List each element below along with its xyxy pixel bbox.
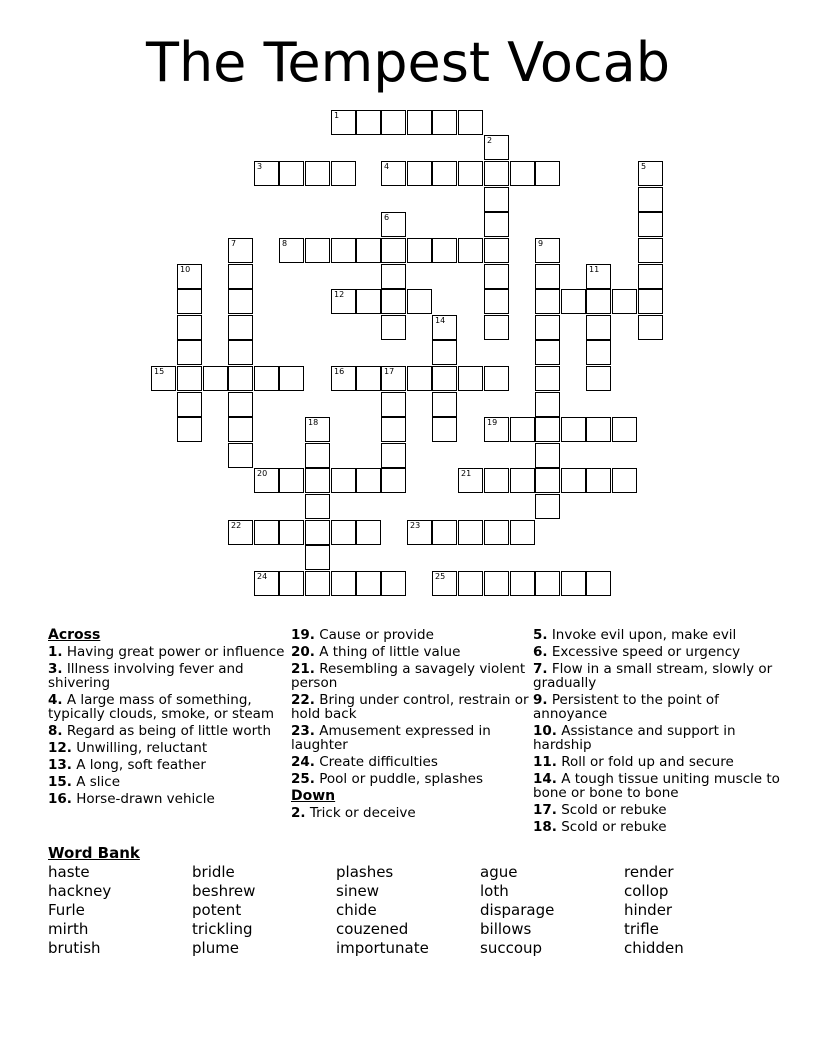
crossword-cell[interactable] xyxy=(305,545,330,570)
crossword-cell[interactable] xyxy=(381,161,406,186)
clue-item xyxy=(533,755,783,769)
cell-number: 20 xyxy=(257,469,268,478)
cell-number: 11 xyxy=(589,265,600,274)
clue-number: 20. xyxy=(291,644,315,660)
crossword-cell[interactable] xyxy=(535,340,560,365)
cell-number: 15 xyxy=(154,367,165,376)
clue-item xyxy=(48,662,298,690)
clue-item xyxy=(48,724,298,738)
clue-number: 7. xyxy=(533,661,548,677)
crossword-cell[interactable] xyxy=(407,520,432,545)
word-bank-word: plume xyxy=(192,939,240,957)
crossword-cell[interactable] xyxy=(458,110,483,135)
clue-text: Resembling a savagely violent person xyxy=(291,661,526,691)
crossword-cell[interactable] xyxy=(535,366,560,391)
clue-item xyxy=(291,693,541,721)
cell-number: 24 xyxy=(257,572,268,581)
word-bank-word: trifle xyxy=(624,920,659,938)
cell-number: 17 xyxy=(384,367,395,376)
cell-number: 22 xyxy=(231,521,242,530)
crossword-cell[interactable] xyxy=(432,238,457,263)
crossword-cell[interactable] xyxy=(228,443,253,468)
crossword-cell[interactable] xyxy=(305,417,330,442)
clue-number: 4. xyxy=(48,692,63,708)
crossword-cell[interactable] xyxy=(228,392,253,417)
page-title: The Tempest Vocab xyxy=(145,31,671,94)
crossword-cell[interactable] xyxy=(381,315,406,340)
crossword-cell[interactable] xyxy=(432,520,457,545)
clue-text: Regard as being of little worth xyxy=(66,723,272,739)
clue-number: 11. xyxy=(533,754,557,770)
crossword-cell[interactable] xyxy=(356,238,381,263)
crossword-cell[interactable] xyxy=(407,366,432,391)
clue-column xyxy=(48,628,298,809)
crossword-cell[interactable] xyxy=(356,520,381,545)
clue-item xyxy=(48,693,298,721)
clue-item xyxy=(291,645,541,659)
word-bank-word: collop xyxy=(624,882,669,900)
crossword-cell[interactable] xyxy=(279,520,304,545)
crossword-cell[interactable] xyxy=(484,187,509,212)
cell-number: 10 xyxy=(180,265,191,274)
cell-number: 2 xyxy=(487,136,493,145)
cell-number: 7 xyxy=(231,239,237,248)
cell-number: 3 xyxy=(257,162,263,171)
clue-item xyxy=(48,792,298,806)
clue-number: 25. xyxy=(291,771,315,787)
crossword-cell[interactable] xyxy=(228,315,253,340)
crossword-cell[interactable] xyxy=(535,289,560,314)
crossword-cell[interactable] xyxy=(535,443,560,468)
clue-text: Illness involving fever and shivering xyxy=(48,661,244,691)
word-bank-column xyxy=(336,863,476,958)
crossword-cell[interactable] xyxy=(356,366,381,391)
crossword-cell[interactable] xyxy=(331,110,356,135)
crossword-cell[interactable] xyxy=(535,264,560,289)
crossword-cell[interactable] xyxy=(586,366,611,391)
word-bank-column xyxy=(624,863,764,958)
clue-number: 16. xyxy=(48,791,72,807)
crossword-cell[interactable] xyxy=(458,238,483,263)
clue-text: Invoke evil upon, make evil xyxy=(551,627,737,643)
clue-item xyxy=(291,662,541,690)
crossword-cell[interactable] xyxy=(535,161,560,186)
crossword-cell[interactable] xyxy=(381,443,406,468)
crossword-cell[interactable] xyxy=(432,161,457,186)
clue-number: 8. xyxy=(48,723,63,739)
crossword-cell[interactable] xyxy=(638,264,663,289)
clue-text: Persistent to the point of annoyance xyxy=(533,692,719,722)
crossword-cell[interactable] xyxy=(484,289,509,314)
clue-number: 14. xyxy=(533,771,557,787)
clue-number: 10. xyxy=(533,723,557,739)
word-bank-column xyxy=(480,863,620,958)
clue-number: 5. xyxy=(533,627,548,643)
crossword-cell[interactable] xyxy=(458,571,483,596)
crossword-cell[interactable] xyxy=(561,571,586,596)
crossword-cell[interactable] xyxy=(228,520,253,545)
crossword-cell[interactable] xyxy=(432,571,457,596)
clue-number: 3. xyxy=(48,661,63,677)
clue-item xyxy=(48,741,298,755)
crossword-cell[interactable] xyxy=(356,468,381,493)
cell-number: 18 xyxy=(308,418,319,427)
crossword-cell[interactable] xyxy=(535,417,560,442)
crossword-cell[interactable] xyxy=(381,468,406,493)
crossword-cell[interactable] xyxy=(458,366,483,391)
crossword-cell[interactable] xyxy=(561,289,586,314)
crossword-cell[interactable] xyxy=(586,340,611,365)
word-bank-word: haste xyxy=(48,863,90,881)
crossword-cell[interactable] xyxy=(586,417,611,442)
crossword-cell[interactable] xyxy=(228,340,253,365)
word-bank-word: importunate xyxy=(336,939,429,957)
crossword-cell[interactable] xyxy=(381,238,406,263)
crossword-cell[interactable] xyxy=(151,366,176,391)
clue-text: Scold or rebuke xyxy=(561,802,667,818)
cell-number: 12 xyxy=(334,290,345,299)
crossword-cell[interactable] xyxy=(484,135,509,160)
clue-number: 1. xyxy=(48,644,63,660)
crossword-cell[interactable] xyxy=(279,571,304,596)
clue-text: A tough tissue uniting muscle to bone or bone to bone xyxy=(533,771,780,801)
crossword-cell[interactable] xyxy=(407,289,432,314)
clue-text: Horse-drawn vehicle xyxy=(76,791,215,807)
crossword-cell[interactable] xyxy=(407,161,432,186)
clue-item xyxy=(533,803,783,817)
clue-number: 12. xyxy=(48,740,72,756)
clue-text: Flow in a small stream, slowly or gradually xyxy=(533,661,773,691)
clue-number: 23. xyxy=(291,723,315,739)
word-bank-word: trickling xyxy=(192,920,253,938)
clue-number: 17. xyxy=(533,802,557,818)
crossword-cell[interactable] xyxy=(381,264,406,289)
crossword-cell[interactable] xyxy=(458,161,483,186)
crossword-cell[interactable] xyxy=(305,494,330,519)
crossword-cell[interactable] xyxy=(484,264,509,289)
crossword-cell[interactable] xyxy=(356,571,381,596)
crossword-cell[interactable] xyxy=(381,289,406,314)
clue-item xyxy=(533,693,783,721)
crossword-cell[interactable] xyxy=(228,264,253,289)
cell-number: 16 xyxy=(334,367,345,376)
crossword-cell[interactable] xyxy=(510,161,535,186)
word-bank-word: bridle xyxy=(192,863,235,881)
clue-section-heading: Down xyxy=(291,788,336,804)
clue-number: 13. xyxy=(48,757,72,773)
clue-number: 22. xyxy=(291,692,315,708)
cell-number: 8 xyxy=(282,239,288,248)
cell-number: 14 xyxy=(435,316,446,325)
crossword-cell[interactable] xyxy=(305,468,330,493)
cell-number: 23 xyxy=(410,521,421,530)
clue-item xyxy=(48,645,298,659)
clue-number: 6. xyxy=(533,644,548,660)
clue-column xyxy=(291,628,541,823)
crossword-cell[interactable] xyxy=(177,289,202,314)
crossword-cell[interactable] xyxy=(407,238,432,263)
clue-number: 24. xyxy=(291,754,315,770)
clue-item xyxy=(291,772,541,786)
crossword-cell[interactable] xyxy=(228,366,253,391)
word-bank-word: sinew xyxy=(336,882,379,900)
cell-number: 9 xyxy=(538,239,544,248)
word-bank-word: disparage xyxy=(480,901,555,919)
clue-item xyxy=(48,775,298,789)
cell-number: 5 xyxy=(641,162,647,171)
crossword-cell[interactable] xyxy=(586,468,611,493)
clue-text: Scold or rebuke xyxy=(561,819,667,835)
crossword-cell[interactable] xyxy=(510,417,535,442)
crossword-cell[interactable] xyxy=(254,468,279,493)
crossword-cell[interactable] xyxy=(484,571,509,596)
crossword-cell[interactable] xyxy=(305,238,330,263)
crossword-cell[interactable] xyxy=(228,289,253,314)
clue-item xyxy=(533,724,783,752)
crossword-cell[interactable] xyxy=(305,443,330,468)
crossword-cell[interactable] xyxy=(177,264,202,289)
crossword-cell[interactable] xyxy=(484,366,509,391)
crossword-cell[interactable] xyxy=(586,289,611,314)
crossword-cell[interactable] xyxy=(381,212,406,237)
clue-number: 21. xyxy=(291,661,315,677)
crossword-cell[interactable] xyxy=(305,571,330,596)
cell-number: 25 xyxy=(435,572,446,581)
clue-text: Roll or fold up and secure xyxy=(561,754,734,770)
crossword-cell[interactable] xyxy=(432,340,457,365)
crossword-cell[interactable] xyxy=(254,520,279,545)
crossword-cell[interactable] xyxy=(586,264,611,289)
crossword-cell[interactable] xyxy=(407,110,432,135)
crossword-cell[interactable] xyxy=(331,161,356,186)
word-bank-word: plashes xyxy=(336,863,394,881)
crossword-cell[interactable] xyxy=(381,392,406,417)
crossword-cell[interactable] xyxy=(177,392,202,417)
crossword-cell[interactable] xyxy=(228,238,253,263)
word-bank-word: succoup xyxy=(480,939,543,957)
word-bank-word: chide xyxy=(336,901,377,919)
crossword-cell[interactable] xyxy=(331,571,356,596)
clue-column xyxy=(533,628,783,837)
clue-number: 9. xyxy=(533,692,548,708)
word-bank-word: render xyxy=(624,863,674,881)
clue-text: Cause or provide xyxy=(319,627,434,643)
crossword-cell[interactable] xyxy=(510,520,535,545)
crossword-cell[interactable] xyxy=(331,366,356,391)
clue-number: 15. xyxy=(48,774,72,790)
cell-number: 21 xyxy=(461,469,472,478)
crossword-cell[interactable] xyxy=(381,366,406,391)
crossword-cell[interactable] xyxy=(535,468,560,493)
crossword-cell[interactable] xyxy=(586,315,611,340)
word-bank-word: billows xyxy=(480,920,532,938)
crossword-cell[interactable] xyxy=(203,366,228,391)
crossword-cell[interactable] xyxy=(561,468,586,493)
crossword-cell[interactable] xyxy=(535,571,560,596)
crossword-cell[interactable] xyxy=(612,417,637,442)
crossword-cell[interactable] xyxy=(356,110,381,135)
clue-text: Unwilling, reluctant xyxy=(76,740,208,756)
word-bank-word: loth xyxy=(480,882,509,900)
clue-text: Create difficulties xyxy=(319,754,438,770)
crossword-cell[interactable] xyxy=(535,392,560,417)
word-bank-column xyxy=(192,863,332,958)
crossword-cell[interactable] xyxy=(535,315,560,340)
crossword-cell[interactable] xyxy=(305,161,330,186)
crossword-cell[interactable] xyxy=(279,366,304,391)
word-bank-word: chidden xyxy=(624,939,684,957)
word-bank-column xyxy=(48,863,188,958)
word-bank-word: couzened xyxy=(336,920,409,938)
clue-text: Amusement expressed in laughter xyxy=(291,723,491,753)
crossword-cell[interactable] xyxy=(331,289,356,314)
cell-number: 6 xyxy=(384,213,390,222)
clue-item xyxy=(291,628,541,642)
crossword-cell[interactable] xyxy=(484,212,509,237)
crossword-cell[interactable] xyxy=(458,468,483,493)
crossword-cell[interactable] xyxy=(612,289,637,314)
crossword-cell[interactable] xyxy=(638,289,663,314)
crossword-cell[interactable] xyxy=(432,366,457,391)
clue-item xyxy=(291,755,541,769)
cell-number: 4 xyxy=(384,162,390,171)
crossword-cell[interactable] xyxy=(484,468,509,493)
crossword-cell[interactable] xyxy=(177,366,202,391)
clue-item xyxy=(291,724,541,752)
crossword-cell[interactable] xyxy=(305,520,330,545)
crossword-cell[interactable] xyxy=(638,161,663,186)
crossword-cell[interactable] xyxy=(432,417,457,442)
crossword-cell[interactable] xyxy=(331,238,356,263)
word-bank-word: hinder xyxy=(624,901,673,919)
crossword-cell[interactable] xyxy=(432,392,457,417)
clue-text: Trick or deceive xyxy=(309,805,416,821)
clue-text: Pool or puddle, splashes xyxy=(319,771,483,787)
crossword-cell[interactable] xyxy=(254,366,279,391)
clue-item xyxy=(533,772,783,800)
word-bank-title: Word Bank xyxy=(48,844,140,862)
crossword-cell[interactable] xyxy=(279,468,304,493)
clue-text: A large mass of something, typically clouds, smoke, or steam xyxy=(48,692,275,722)
word-bank-word: Furle xyxy=(48,901,85,919)
word-bank-word: potent xyxy=(192,901,242,919)
crossword-cell[interactable] xyxy=(561,417,586,442)
clue-text: A thing of little value xyxy=(319,644,461,660)
crossword-cell[interactable] xyxy=(638,212,663,237)
crossword-cell[interactable] xyxy=(510,571,535,596)
crossword-cell[interactable] xyxy=(279,238,304,263)
word-bank-word: hackney xyxy=(48,882,112,900)
crossword-cell[interactable] xyxy=(638,187,663,212)
crossword-cell[interactable] xyxy=(484,238,509,263)
crossword-cell[interactable] xyxy=(484,417,509,442)
clue-text: Having great power or influence xyxy=(66,644,285,660)
clue-number: 19. xyxy=(291,627,315,643)
clue-text: Assistance and support in hardship xyxy=(533,723,736,753)
clue-item xyxy=(48,758,298,772)
crossword-cell[interactable] xyxy=(356,289,381,314)
crossword-cell[interactable] xyxy=(535,238,560,263)
crossword-cell[interactable] xyxy=(177,315,202,340)
clue-item xyxy=(291,806,541,820)
clue-section-heading: Across xyxy=(48,627,101,643)
crossword-cell[interactable] xyxy=(432,315,457,340)
crossword-cell[interactable] xyxy=(638,315,663,340)
crossword-cell[interactable] xyxy=(586,571,611,596)
cell-number: 19 xyxy=(487,418,498,427)
crossword-cell[interactable] xyxy=(510,468,535,493)
crossword-cell[interactable] xyxy=(484,161,509,186)
crossword-cell[interactable] xyxy=(177,417,202,442)
clue-text: A slice xyxy=(76,774,121,790)
crossword-cell[interactable] xyxy=(458,520,483,545)
word-bank-word: mirth xyxy=(48,920,89,938)
crossword-cell[interactable] xyxy=(254,161,279,186)
cell-number: 1 xyxy=(334,111,340,120)
crossword-cell[interactable] xyxy=(381,417,406,442)
crossword-cell[interactable] xyxy=(381,571,406,596)
clue-item xyxy=(533,820,783,834)
crossword-cell[interactable] xyxy=(177,340,202,365)
word-bank-word: beshrew xyxy=(192,882,256,900)
crossword-cell[interactable] xyxy=(484,315,509,340)
clue-number: 18. xyxy=(533,819,557,835)
crossword-cell[interactable] xyxy=(432,110,457,135)
crossword-cell[interactable] xyxy=(535,494,560,519)
clue-text: A long, soft feather xyxy=(76,757,206,773)
crossword-cell[interactable] xyxy=(331,520,356,545)
clue-number: 2. xyxy=(291,805,306,821)
crossword-cell[interactable] xyxy=(484,520,509,545)
clue-text: Bring under control, restrain or hold back xyxy=(291,692,529,722)
clue-text: Excessive speed or urgency xyxy=(551,644,741,660)
crossword-cell[interactable] xyxy=(254,571,279,596)
crossword-cell[interactable] xyxy=(381,110,406,135)
word-bank-word: ague xyxy=(480,863,518,881)
crossword-cell[interactable] xyxy=(331,468,356,493)
crossword-cell[interactable] xyxy=(612,468,637,493)
crossword-cell[interactable] xyxy=(638,238,663,263)
crossword-cell[interactable] xyxy=(279,161,304,186)
clue-item xyxy=(533,628,783,642)
clue-item xyxy=(533,662,783,690)
word-bank-word: brutish xyxy=(48,939,101,957)
clue-item xyxy=(533,645,783,659)
crossword-cell[interactable] xyxy=(228,417,253,442)
